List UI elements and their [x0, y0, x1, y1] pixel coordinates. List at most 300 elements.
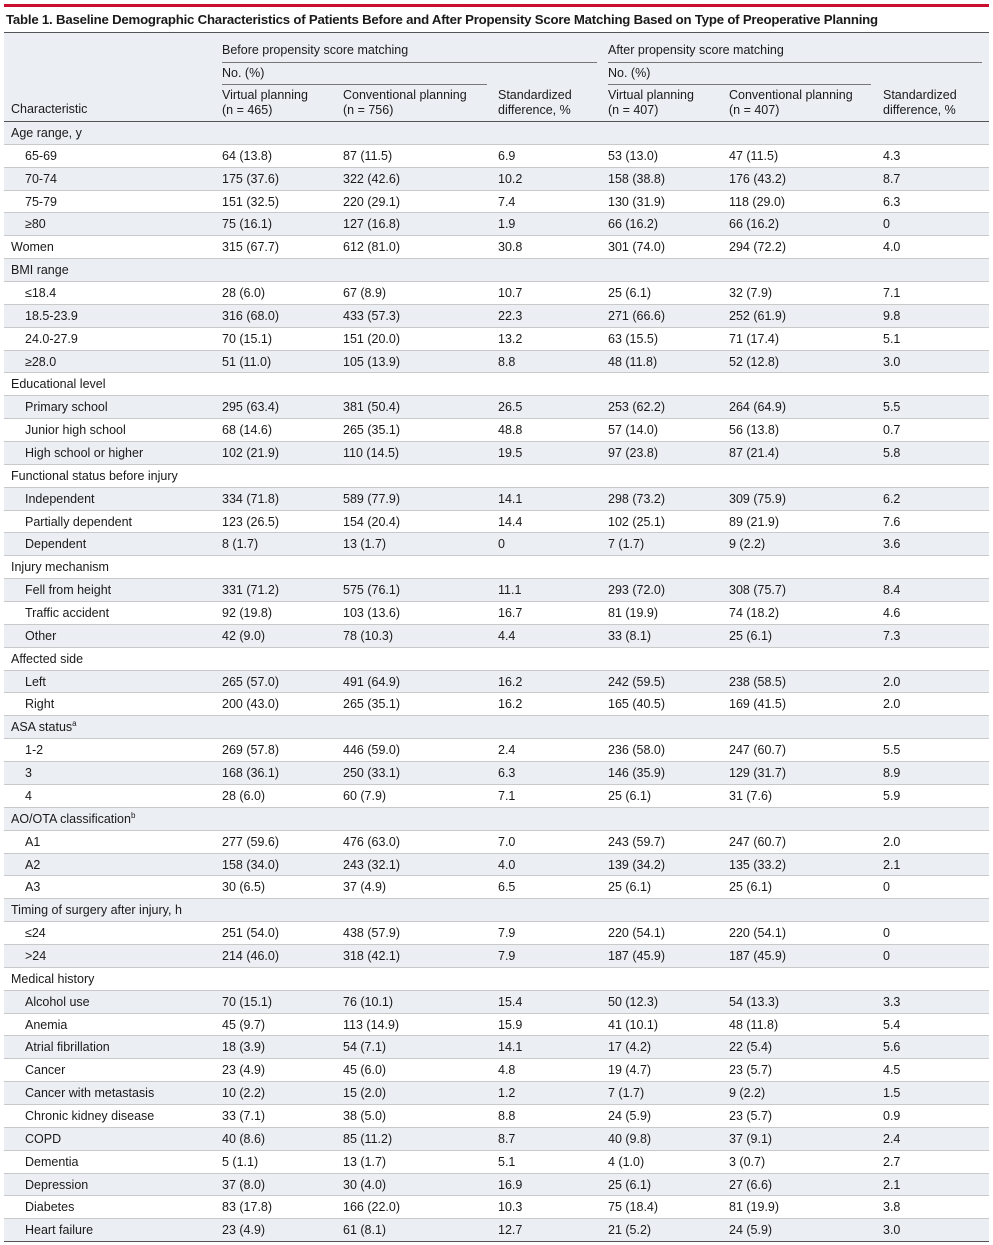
row-label-text: Anemia — [25, 1017, 68, 1032]
cell-value: 23 (5.7) — [729, 1108, 773, 1123]
cell-value: 50 (12.3) — [608, 994, 659, 1009]
cell-value: 60 (7.9) — [343, 788, 387, 803]
before-conventional-header — [343, 88, 467, 118]
cell-value: 251 (54.0) — [222, 926, 279, 941]
title-accent-bar — [4, 4, 989, 7]
cell-value: 15.9 — [498, 1017, 523, 1032]
cell-value: 316 (68.0) — [222, 308, 279, 323]
cell-value: 74 (18.2) — [729, 606, 780, 621]
table-row — [4, 831, 989, 854]
table-row — [4, 876, 989, 899]
row-label-text: A3 — [25, 880, 41, 895]
cell-value: 19.5 — [498, 446, 523, 461]
cell-value: 16.7 — [498, 606, 523, 621]
row-label-text: Diabetes — [25, 1200, 75, 1215]
cell-value: 105 (13.9) — [343, 354, 400, 369]
cell-value: 265 (57.0) — [222, 674, 279, 689]
cell-value: 45 (6.0) — [343, 1063, 387, 1078]
cell-value: 139 (34.2) — [608, 857, 665, 872]
table-row — [4, 168, 989, 191]
row-label — [25, 583, 111, 597]
cell-value: 14.1 — [498, 1040, 523, 1055]
cell-value: 176 (43.2) — [729, 171, 786, 186]
row-label-text: BMI range — [11, 263, 69, 278]
section-label — [11, 720, 77, 734]
footnote-marker: b — [130, 810, 136, 820]
cell-value: 15 (2.0) — [343, 1086, 387, 1101]
cell-value: 10 (2.2) — [222, 1086, 266, 1101]
cell-value: 40 (8.6) — [222, 1131, 266, 1146]
cell-value: 0.7 — [883, 423, 901, 438]
cell-value: 54 (13.3) — [729, 994, 780, 1009]
row-label — [25, 149, 57, 163]
row-label — [25, 195, 57, 209]
row-label-text: Affected side — [11, 651, 84, 666]
row-label-text: ≤24 — [25, 926, 46, 941]
table-row — [4, 922, 989, 945]
cell-value: 8 (1.7) — [222, 537, 259, 552]
row-label-text: ASA status — [11, 720, 73, 735]
table-row — [4, 1196, 989, 1219]
cell-value: 4.0 — [883, 240, 901, 255]
cell-value: 135 (33.2) — [729, 857, 786, 872]
cell-value: 16.2 — [498, 674, 523, 689]
cell-value: 2.1 — [883, 857, 901, 872]
cell-value: 308 (75.7) — [729, 583, 786, 598]
after-virtual-header-line2: (n = 407) — [608, 103, 659, 117]
cell-value: 242 (59.5) — [608, 674, 665, 689]
cell-value: 264 (64.9) — [729, 400, 786, 415]
row-label — [25, 446, 143, 460]
cell-value: 81 (19.9) — [608, 606, 659, 621]
cell-value: 7 (1.7) — [608, 537, 645, 552]
table-row — [4, 419, 989, 442]
row-label-text: 1-2 — [25, 743, 44, 758]
after-virtual-header-line1: Virtual planning — [608, 88, 694, 102]
row-label-text: AO/OTA classification — [11, 811, 131, 826]
cell-value: 0 — [883, 926, 890, 941]
cell-value: 25 (6.1) — [608, 286, 652, 301]
row-label-text: Timing of surgery after injury, h — [11, 903, 182, 918]
cell-value: 7.4 — [498, 194, 516, 209]
cell-value: 5.6 — [883, 1040, 901, 1055]
table-row — [4, 693, 989, 716]
row-label-text: Dependent — [25, 537, 87, 552]
cell-value: 1.9 — [498, 217, 516, 232]
cell-value: 433 (57.3) — [343, 308, 400, 323]
cell-value: 612 (81.0) — [343, 240, 400, 255]
cell-value: 76 (10.1) — [343, 994, 394, 1009]
row-label — [25, 1109, 154, 1123]
cell-value: 110 (14.5) — [343, 446, 400, 461]
cell-value: 68 (14.6) — [222, 423, 273, 438]
cell-value: 27 (6.6) — [729, 1177, 773, 1192]
cell-value: 25 (6.1) — [608, 880, 652, 895]
cell-value: 4 (1.0) — [608, 1154, 645, 1169]
cell-value: 28 (6.0) — [222, 788, 266, 803]
cell-value: 575 (76.1) — [343, 583, 400, 598]
cell-value: 5.5 — [883, 743, 901, 758]
row-label — [25, 423, 126, 437]
cell-value: 67 (8.9) — [343, 286, 387, 301]
row-label — [25, 697, 54, 711]
after-std-diff-header-line2: difference, % — [883, 103, 956, 117]
cell-value: 8.7 — [498, 1131, 516, 1146]
table-body — [4, 122, 989, 1242]
cell-value: 476 (63.0) — [343, 834, 400, 849]
section-row — [4, 648, 989, 671]
row-label-text: Right — [25, 697, 55, 712]
before-virtual-header-line1: Virtual planning — [222, 88, 308, 102]
cell-value: 277 (59.6) — [222, 834, 279, 849]
row-label — [25, 1040, 110, 1054]
table-row — [4, 1128, 989, 1151]
section-label — [11, 560, 109, 574]
row-label — [25, 172, 57, 186]
cell-value: 75 (16.1) — [222, 217, 273, 232]
cell-value: 51 (11.0) — [222, 354, 272, 369]
row-label — [25, 1063, 65, 1077]
cell-value: 5.8 — [883, 446, 901, 461]
section-label — [11, 469, 178, 483]
row-label-text: Partially dependent — [25, 514, 133, 529]
row-label-text: A2 — [25, 857, 41, 872]
cell-value: 3.0 — [883, 354, 901, 369]
row-label-text: Cancer with metastasis — [25, 1086, 155, 1101]
cell-value: 89 (21.9) — [729, 514, 780, 529]
table-row — [4, 328, 989, 351]
cell-value: 6.3 — [883, 194, 901, 209]
cell-value: 16.9 — [498, 1177, 523, 1192]
cell-value: 438 (57.9) — [343, 926, 400, 941]
cell-value: 3 (0.7) — [729, 1154, 766, 1169]
row-label-text: Depression — [25, 1177, 89, 1192]
cell-value: 0 — [883, 880, 890, 895]
cell-value: 7.6 — [883, 514, 901, 529]
table-row — [4, 739, 989, 762]
footnote-marker: a — [72, 719, 77, 729]
cell-value: 220 (54.1) — [729, 926, 786, 941]
cell-value: 2.4 — [883, 1131, 901, 1146]
table-row — [4, 305, 989, 328]
cell-value: 10.7 — [498, 286, 523, 301]
row-label — [25, 217, 46, 231]
section-row — [4, 373, 989, 396]
before-conventional-header-line1: Conventional planning — [343, 88, 467, 102]
section-row — [4, 259, 989, 282]
group-header-after: After propensity score matching — [608, 43, 784, 57]
table-row — [4, 442, 989, 465]
table-row — [4, 1036, 989, 1059]
table-row — [4, 991, 989, 1014]
cell-value: 42 (9.0) — [222, 628, 266, 643]
cell-value: 220 (29.1) — [343, 194, 400, 209]
row-label — [25, 355, 56, 369]
cell-value: 23 (5.7) — [729, 1063, 773, 1078]
row-label-text: Functional status before injury — [11, 468, 178, 483]
section-row — [4, 899, 989, 922]
cell-value: 102 (21.9) — [222, 446, 279, 461]
table-row — [4, 785, 989, 808]
cell-value: 40 (9.8) — [608, 1131, 652, 1146]
cell-value: 7.9 — [498, 926, 516, 941]
cell-value: 243 (59.7) — [608, 834, 665, 849]
row-label — [25, 789, 32, 803]
cell-value: 38 (5.0) — [343, 1108, 387, 1123]
cell-value: 6.5 — [498, 880, 516, 895]
cell-value: 7.9 — [498, 948, 516, 963]
cell-value: 45 (9.7) — [222, 1017, 266, 1032]
cell-value: 57 (14.0) — [608, 423, 659, 438]
cell-value: 25 (6.1) — [608, 788, 652, 803]
cell-value: 113 (14.9) — [343, 1017, 400, 1032]
cell-value: 75 (18.4) — [608, 1200, 659, 1215]
row-label-text: 24.0-27.9 — [25, 331, 78, 346]
cell-value: 83 (17.8) — [222, 1200, 273, 1215]
no-pct-rule-after — [608, 84, 871, 85]
after-conventional-header — [729, 88, 853, 118]
cell-value: 37 (8.0) — [222, 1177, 266, 1192]
before-std-diff-header — [498, 88, 572, 118]
row-label-text: A1 — [25, 834, 41, 849]
cell-value: 32 (7.9) — [729, 286, 773, 301]
table-row — [4, 625, 989, 648]
cell-value: 30 (6.5) — [222, 880, 266, 895]
row-label-text: 3 — [25, 766, 32, 781]
after-virtual-header — [608, 88, 694, 118]
cell-value: 4.6 — [883, 606, 901, 621]
cell-value: 92 (19.8) — [222, 606, 273, 621]
cell-value: 165 (40.5) — [608, 697, 665, 712]
cell-value: 13 (1.7) — [343, 1154, 387, 1169]
cell-value: 265 (35.1) — [343, 697, 400, 712]
table-header — [4, 32, 989, 122]
cell-value: 8.4 — [883, 583, 901, 598]
row-label — [25, 995, 90, 1009]
cell-value: 52 (12.8) — [729, 354, 780, 369]
cell-value: 322 (42.6) — [343, 171, 400, 186]
table-title: Table 1. Baseline Demographic Characteristics of Patients Before and After Propensity Score Matching Based on Type of Preoperative Planning — [6, 12, 878, 27]
row-label-text: 75-79 — [25, 194, 57, 209]
cell-value: 14.4 — [498, 514, 523, 529]
cell-value: 158 (34.0) — [222, 857, 279, 872]
section-label — [11, 652, 83, 666]
cell-value: 25 (6.1) — [729, 628, 773, 643]
row-label — [25, 880, 40, 894]
row-label — [25, 1178, 88, 1192]
cell-value: 22 (5.4) — [729, 1040, 773, 1055]
row-label — [25, 400, 108, 414]
row-label-text: >24 — [25, 948, 47, 963]
table-row — [4, 762, 989, 785]
row-label — [25, 286, 56, 300]
cell-value: 130 (31.9) — [608, 194, 665, 209]
cell-value: 381 (50.4) — [343, 400, 400, 415]
row-label-text: Left — [25, 674, 46, 689]
row-label — [25, 766, 32, 780]
cell-value: 53 (13.0) — [608, 148, 659, 163]
cell-value: 334 (71.8) — [222, 491, 279, 506]
section-row — [4, 716, 989, 739]
cell-value: 19 (4.7) — [608, 1063, 652, 1078]
cell-value: 118 (29.0) — [729, 194, 786, 209]
cell-value: 9.8 — [883, 308, 901, 323]
cell-value: 214 (46.0) — [222, 948, 279, 963]
section-row — [4, 122, 989, 145]
section-label — [11, 126, 82, 140]
section-label — [11, 903, 182, 917]
cell-value: 250 (33.1) — [343, 766, 400, 781]
cell-value: 70 (15.1) — [222, 331, 273, 346]
row-label-text: Fell from height — [25, 583, 112, 598]
cell-value: 3.8 — [883, 1200, 901, 1215]
cell-value: 127 (16.8) — [343, 217, 400, 232]
table-row — [4, 351, 989, 374]
cell-value: 293 (72.0) — [608, 583, 665, 598]
cell-value: 2.4 — [498, 743, 516, 758]
row-label-text: ≤18.4 — [25, 286, 57, 301]
row-label-text: Independent — [25, 491, 95, 506]
cell-value: 7.1 — [498, 788, 516, 803]
table-row — [4, 1105, 989, 1128]
row-label-text: Junior high school — [25, 423, 126, 438]
cell-value: 1.2 — [498, 1086, 516, 1101]
cell-value: 16.2 — [498, 697, 523, 712]
cell-value: 48 (11.8) — [608, 354, 658, 369]
table-row — [4, 1082, 989, 1105]
before-std-diff-header-line1: Standardized — [498, 88, 572, 102]
table-row — [4, 1151, 989, 1174]
cell-value: 78 (10.3) — [343, 628, 394, 643]
cell-value: 3.3 — [883, 994, 901, 1009]
row-label — [25, 537, 86, 551]
cell-value: 54 (7.1) — [343, 1040, 387, 1055]
cell-value: 24 (5.9) — [608, 1108, 652, 1123]
row-label-text: Atrial fibrillation — [25, 1040, 110, 1055]
before-virtual-header — [222, 88, 308, 118]
row-label — [25, 926, 46, 940]
cell-value: 14.1 — [498, 491, 523, 506]
cell-value: 25 (6.1) — [608, 1177, 652, 1192]
cell-value: 85 (11.2) — [343, 1131, 393, 1146]
section-row — [4, 236, 989, 259]
cell-value: 97 (23.8) — [608, 446, 659, 461]
table-row — [4, 191, 989, 214]
row-label-text: 65-69 — [25, 148, 57, 163]
cell-value: 10.2 — [498, 171, 523, 186]
row-label-text: COPD — [25, 1131, 62, 1146]
section-label — [11, 263, 69, 277]
cell-value: 146 (35.9) — [608, 766, 665, 781]
cell-value: 247 (60.7) — [729, 834, 786, 849]
cell-value: 8.9 — [883, 766, 901, 781]
row-label-text: Women — [11, 240, 54, 255]
cell-value: 236 (58.0) — [608, 743, 665, 758]
after-conventional-header-line1: Conventional planning — [729, 88, 853, 102]
row-label — [25, 835, 40, 849]
cell-value: 11.1 — [498, 583, 522, 598]
cell-value: 6.3 — [498, 766, 516, 781]
row-label-text: Age range, y — [11, 126, 82, 140]
cell-value: 41 (10.1) — [608, 1017, 659, 1032]
section-row — [4, 556, 989, 579]
table-row — [4, 1059, 989, 1082]
row-label — [25, 492, 95, 506]
cell-value: 24 (5.9) — [729, 1223, 773, 1238]
cell-value: 129 (31.7) — [729, 766, 786, 781]
row-label — [25, 743, 43, 757]
cell-value: 15.4 — [498, 994, 523, 1009]
cell-value: 4.4 — [498, 628, 516, 643]
table-row — [4, 602, 989, 625]
cell-value: 6.9 — [498, 148, 516, 163]
cell-value: 12.7 — [498, 1223, 523, 1238]
cell-value: 33 (8.1) — [608, 628, 652, 643]
cell-value: 18 (3.9) — [222, 1040, 266, 1055]
table-row — [4, 488, 989, 511]
table-row — [4, 1174, 989, 1197]
cell-value: 491 (64.9) — [343, 674, 400, 689]
cell-value: 0 — [883, 217, 890, 232]
cell-value: 7.1 — [883, 286, 901, 301]
cell-value: 5.1 — [498, 1154, 516, 1169]
cell-value: 5.1 — [883, 331, 901, 346]
cell-value: 9 (2.2) — [729, 537, 766, 552]
section-row — [4, 968, 989, 991]
row-label — [25, 309, 78, 323]
cell-value: 315 (67.7) — [222, 240, 279, 255]
cell-value: 1.5 — [883, 1086, 901, 1101]
cell-value: 47 (11.5) — [729, 148, 779, 163]
cell-value: 21 (5.2) — [608, 1223, 652, 1238]
cell-value: 295 (63.4) — [222, 400, 279, 415]
cell-value: 298 (73.2) — [608, 491, 665, 506]
cell-value: 103 (13.6) — [343, 606, 400, 621]
before-virtual-header-line2: (n = 465) — [222, 103, 273, 117]
row-label — [25, 1155, 79, 1169]
row-label — [25, 606, 109, 620]
no-pct-rule-before — [222, 84, 487, 85]
cell-value: 5.4 — [883, 1017, 901, 1032]
cell-value: 56 (13.8) — [729, 423, 780, 438]
table-row — [4, 511, 989, 534]
cell-value: 33 (7.1) — [222, 1108, 266, 1123]
cell-value: 4.3 — [883, 148, 901, 163]
cell-value: 64 (13.8) — [222, 148, 273, 163]
cell-value: 187 (45.9) — [729, 948, 786, 963]
section-label — [11, 972, 94, 986]
cell-value: 81 (19.9) — [729, 1200, 780, 1215]
cell-value: 200 (43.0) — [222, 697, 279, 712]
section-label — [11, 377, 106, 391]
row-label-text: ≥80 — [25, 217, 46, 232]
row-label — [25, 949, 46, 963]
cell-value: 13.2 — [498, 331, 523, 346]
row-label-text: High school or higher — [25, 446, 144, 461]
cell-value: 71 (17.4) — [729, 331, 780, 346]
cell-value: 0.9 — [883, 1108, 901, 1123]
row-label — [25, 515, 132, 529]
cell-value: 187 (45.9) — [608, 948, 665, 963]
cell-value: 4.8 — [498, 1063, 516, 1078]
cell-value: 87 (11.5) — [343, 148, 393, 163]
row-label — [25, 629, 56, 643]
cell-value: 4.0 — [498, 857, 516, 872]
cell-value: 253 (62.2) — [608, 400, 665, 415]
cell-value: 0 — [498, 537, 505, 552]
row-label — [25, 1200, 74, 1214]
cell-value: 166 (22.0) — [343, 1200, 400, 1215]
